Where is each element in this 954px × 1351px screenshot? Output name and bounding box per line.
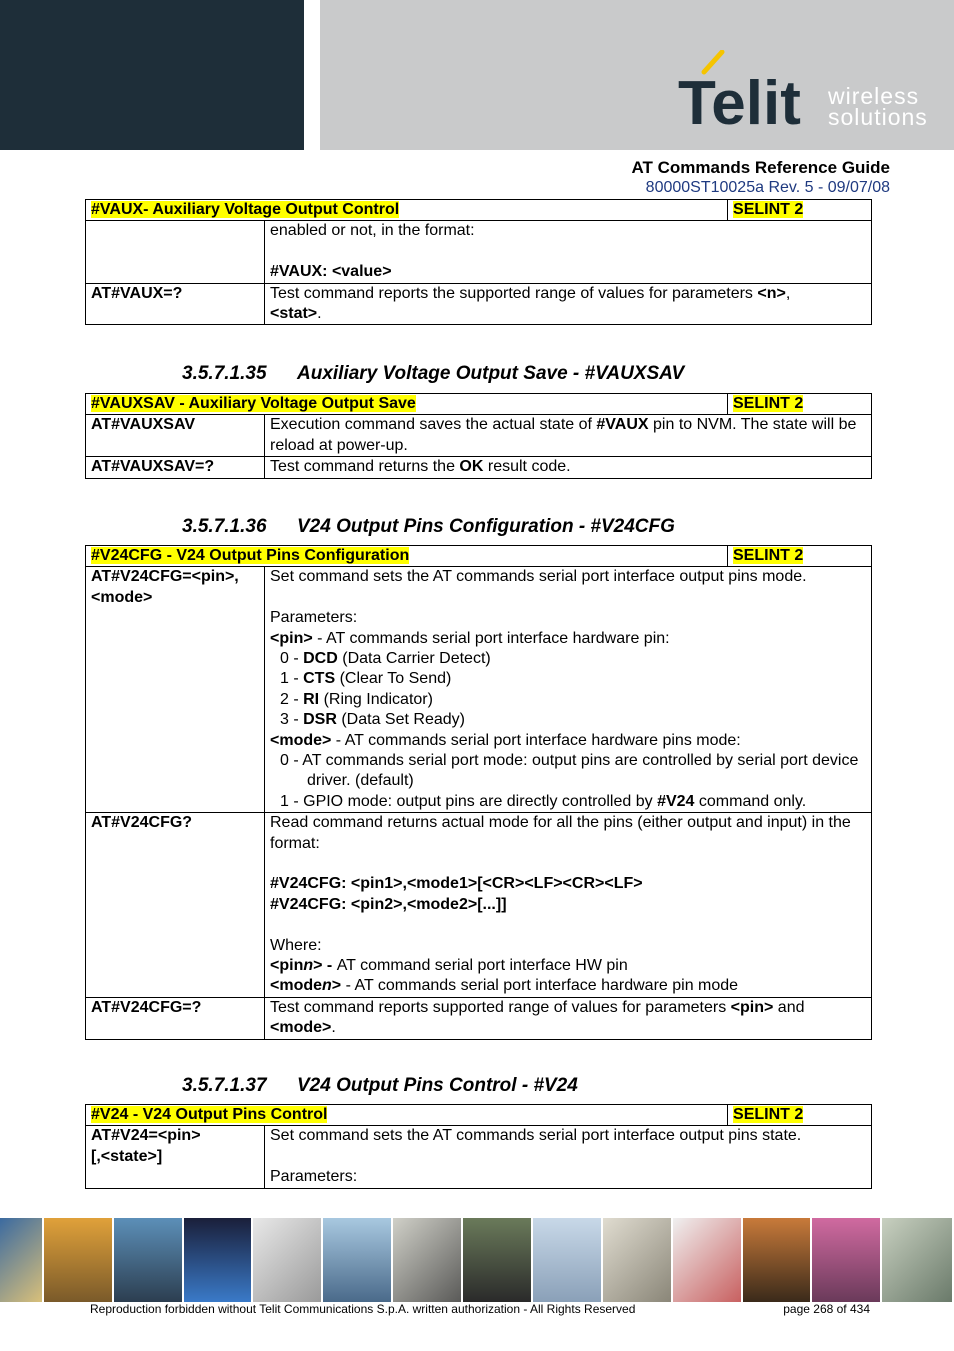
telit-logo xyxy=(676,50,936,134)
vaux-cmd-empty xyxy=(86,221,265,283)
logo-tagline-2: solutions xyxy=(828,104,928,130)
v24cfg-read-desc: Read command returns actual mode for all the pins (either output and input) in the format: #V24CFG: <pin1>,<mode1>[<CR><LF><CR><LF> #V24CFG: <pin2>,<mode2>[...]] Where: <pinn> - AT command serial port interface HW pin <moden> - AT commands serial port interface hardware pin mode xyxy=(265,813,872,998)
photo-tile xyxy=(463,1218,531,1302)
vaux-test-cmd: AT#VAUX=? xyxy=(86,283,265,325)
guide-title: AT Commands Reference Guide xyxy=(631,158,890,177)
photo-tile xyxy=(743,1218,811,1302)
vauxsav-exec-cmd: AT#VAUXSAV xyxy=(86,415,265,457)
v24-table-title: #V24 - V24 Output Pins Control xyxy=(86,1105,728,1126)
guide-docref: 80000ST10025a Rev. 5 - 09/07/08 xyxy=(645,179,890,196)
photo-tile xyxy=(882,1218,952,1302)
v24-table xyxy=(85,1104,872,1189)
vauxsav-selint: SELINT 2 xyxy=(728,394,872,415)
vaux-table xyxy=(85,199,872,325)
logo-brand-text: Telit xyxy=(678,69,801,134)
photo-tile xyxy=(323,1218,391,1302)
v24-set-desc: Set command sets the AT commands serial port interface output pins state. Parameters: xyxy=(265,1126,872,1188)
section-heading-36: 3.5.7.1.36 V24 Output Pins Configuration - #V24CFG xyxy=(182,516,675,537)
vauxsav-table-title: #VAUXSAV - Auxiliary Voltage Output Save xyxy=(86,394,728,415)
footer-page-number: page 268 of 434 xyxy=(783,1302,870,1316)
header-dark-panel xyxy=(0,0,304,150)
vauxsav-exec-desc: Execution command saves the actual state of #VAUX pin to NVM. The state will be reload at power-up. xyxy=(265,415,872,457)
v24cfg-test-cmd: AT#V24CFG=? xyxy=(86,997,265,1039)
photo-tile xyxy=(0,1218,42,1302)
v24cfg-read-cmd: AT#V24CFG? xyxy=(86,813,265,998)
v24-selint: SELINT 2 xyxy=(728,1105,872,1126)
v24cfg-table xyxy=(85,545,872,1040)
logo-tagline-1: wireless xyxy=(828,83,920,109)
page-footer xyxy=(90,1302,870,1316)
photo-tile xyxy=(184,1218,252,1302)
v24cfg-table-title: #V24CFG - V24 Output Pins Configuration xyxy=(86,546,728,567)
section-heading-35: 3.5.7.1.35 Auxiliary Voltage Output Save - #VAUXSAV xyxy=(182,363,685,384)
vaux-test-desc: Test command reports the supported range of values for parameters <n>, <stat>. xyxy=(265,283,872,325)
v24cfg-set-desc: Set command sets the AT commands serial port interface output pins mode. Parameters: <pin> - AT commands serial port interface hardware pin: 0 - DCD (Data Carrier Detect) 1 - CTS (Clear To Send) 2 - RI (Ring Indicator) 3 - DSR (Data Set Ready) <mode> - AT commands serial port interface hardware pins mode: 0 - AT commands serial port mode: output pins are controlled by serial port device driver. (default) 1 - GPIO mode: output pins are directly controlled by #V24 command only. xyxy=(265,567,872,813)
photo-tile xyxy=(44,1218,112,1302)
vauxsav-table xyxy=(85,393,872,479)
v24cfg-set-cmd: AT#V24CFG=<pin>, <mode> xyxy=(86,567,265,813)
vaux-selint: SELINT 2 xyxy=(728,200,872,221)
photo-tile xyxy=(603,1218,671,1302)
footer-photo-strip xyxy=(0,1218,954,1302)
document-header xyxy=(631,158,890,198)
footer-copyright: Reproduction forbidden without Telit Communications S.p.A. written authorization - All Rights Reserved xyxy=(90,1302,636,1316)
vauxsav-test-desc: Test command returns the OK result code. xyxy=(265,457,872,478)
photo-tile xyxy=(114,1218,182,1302)
v24cfg-test-desc: Test command reports supported range of values for parameters <pin> and <mode>. xyxy=(265,997,872,1039)
vaux-format-cell: enabled or not, in the format: #VAUX: <value> xyxy=(265,221,872,283)
photo-tile xyxy=(812,1218,880,1302)
photo-tile xyxy=(393,1218,461,1302)
v24cfg-selint: SELINT 2 xyxy=(728,546,872,567)
photo-tile xyxy=(673,1218,741,1302)
photo-tile xyxy=(253,1218,321,1302)
vaux-table-title: #VAUX- Auxiliary Voltage Output Control xyxy=(86,200,728,221)
photo-tile xyxy=(533,1218,601,1302)
section-heading-37: 3.5.7.1.37 V24 Output Pins Control - #V24 xyxy=(182,1075,578,1096)
vauxsav-test-cmd: AT#VAUXSAV=? xyxy=(86,457,265,478)
v24-set-cmd: AT#V24=<pin> [,<state>] xyxy=(86,1126,265,1188)
